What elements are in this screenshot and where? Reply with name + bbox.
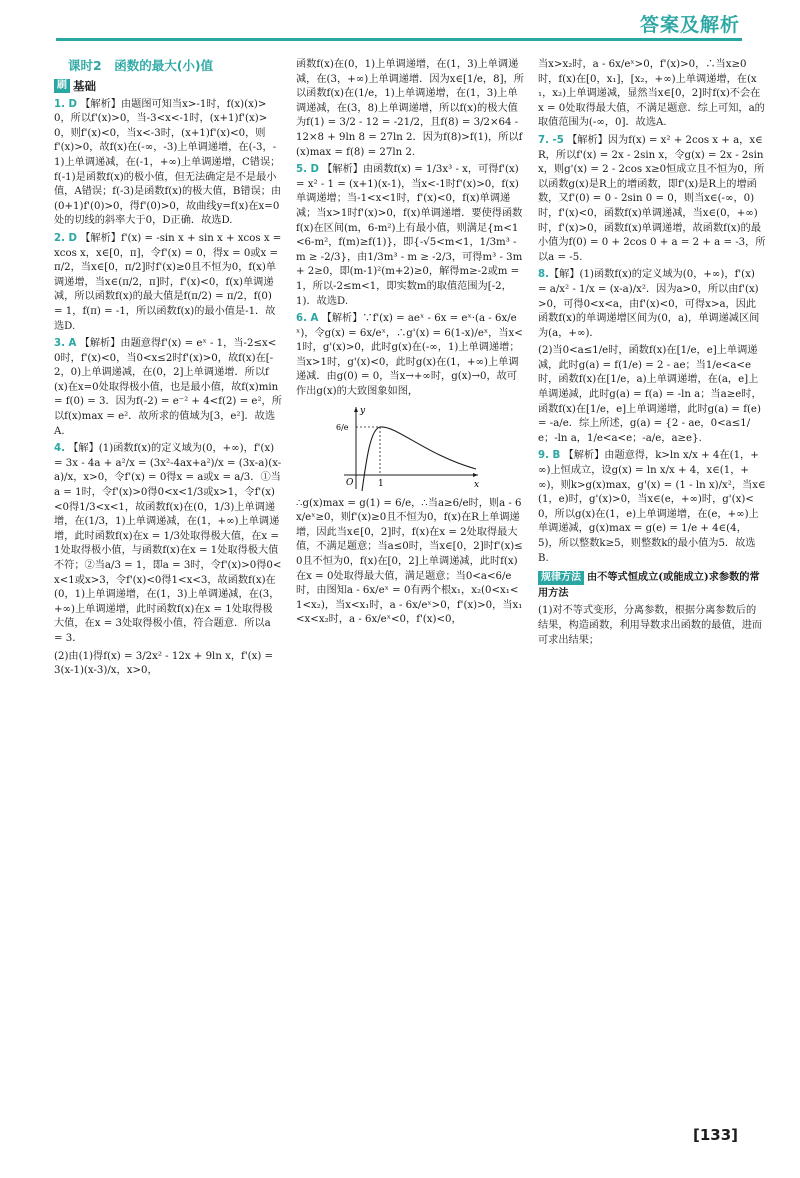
method-box [538, 570, 766, 648]
column-2 [296, 58, 524, 631]
x-axis-arrow-icon [473, 473, 478, 477]
answer-item: 9. B 【解析】由题意得，k>ln x/x + 4在(1，+∞)上恒成立，设g(x) = ln x/x + 4，x∈(1，+∞)，则k>g(x)max，g'(x) = (1 - ln x)/x²，当x∈(1，e)时，g'(x)>0，当x∈(e，+∞)时，g'(x)<0，所以g(x)在(1，e)上单调递增，在(e，+∞)上单调递减，g(x)max = g(e) = 1/e + 4∈(4，5)，所以整数k≥5，则整数k的最小值为5．故选B. [538, 450, 766, 564]
section-tag-icon: 刷 [54, 79, 70, 93]
section-label: 基础 [73, 79, 96, 93]
method-title: 由不等式恒成立(或能成立)求参数的常用方法 [538, 571, 760, 599]
answer-item: 8.【解】(1)函数f(x)的定义域为(0，+∞)，f'(x) = a/x² - 1/x = (x-a)/x²．因为a>0，所以由f'(x)>0，可得0<x<a，由f'(x)<0，可得x>a，因此函数f(x)的单调递增区间为(0，a)，单调递减区间为(a，+∞)． [538, 269, 760, 339]
answer-item: (2)当0<a≤1/e时，函数f(x)在[1/e，e]上单调递减，此时g(a) = f(1/e) = 2 - ae；当1/e<a<e时，函数f(x)在[1/e，a)上单调递增，在(a，e]上单调递减，此时g(a) = f(a) = -ln a；当a≥e时，函数f(x)在[1/e，e]上单调递增，此时g(a) = f(e) = -a/e．综上所述，g(a) = {2 - ae，0<a≤1/e；-ln a，1/e<a<e；-a/e，a≥e}. [538, 345, 762, 444]
answer-item: 5. D 【解析】由函数f(x) = 1/3x³ - x，可得f'(x) = x² - 1 = (x+1)(x-1)，当x<-1时f'(x)>0，f(x)单调递增；当-1<x<1时，f'(x)<0，f(x)单调递减；当x>1时f'(x)>0，f(x)单调递增．要使得函数f(x)在区间(m，6-m²)上有最小值，则满足{m<1<6-m²，f(m)≥f(1)}，即{-√5<m<1，1/3m³ - m ≥ -2/3}，由1/3m³ - m ≥ -2/3，可得m³ - 3m + 2≥0，即(m-1)²(m+2)≥0，解得m≥-2或m = 1，所以-2≤m<1，即实数m的取值范围为[-2，1)．故选D. [296, 164, 523, 307]
page-number: [133] [692, 1126, 738, 1144]
x-tick-label: 1 [378, 478, 384, 489]
origin-label: O [346, 477, 354, 488]
column-1 [54, 58, 282, 682]
method-body: (1)对不等式变形，分离参数，根据分离参数后的结果，构造函数，利用导数求出函数的最值，进而可求出结果； [538, 605, 763, 646]
answer-item: ∴g(x)max = g(1) = 6/e，∴当a≥6/e时，则a - 6x/eˣ≥0，则f'(x)≥0且不恒为0，f(x)在R上单调递增，因此当x∈[0，2]时，f(x)在x = 2处取得最大值，不满足题意；当a≤0时，当x∈[0，2]时f'(x)≤0且不恒为0，f(x)在[0，2]上单调递减，此时f(x)在x = 0处取得最大值，满足题意；当0<a<6/e时，由图知a - 6x/eˣ = 0有两个根x₁，x₂(0<x₁<1<x₂)，当x<x₁时，a - 6x/eˣ>0，f'(x)>0，当x₁<x<x₂时，a - 6x/eˣ<0，f'(x)<0， [296, 497, 523, 626]
answer-item: 1. D 【解析】由题图可知当x>-1时，f(x)(x)>0，所以f'(x)>0，当-3<x<-1时，(x+1)f'(x)>0，则f'(x)<0，当x<-3时，(x+1)f'(x)<0，则f'(x)>0，故f(x)在(-∞，-3)上单调递增，在(-3，-1)上单调递减，在(-1，+∞)上单调递增，C错误；f(-1)是函数f(x)的极小值，但无法确定是不是最小值，A错误；f(-3)是函数f(x)的极大值，B错误；由(0+1)f'(0)>0，得f'(0)>0，故曲线y=f(x)在x=0处的切线的斜率大于0，D正确．故选D. [54, 98, 282, 227]
header-title: 答案及解析 [639, 14, 740, 36]
method-tag: 规律方法 [538, 571, 584, 585]
y-tick-label: 6/e [336, 422, 349, 432]
y-axis-label: y [360, 405, 366, 416]
answer-item: 7. -5 【解析】因为f(x) = x² + 2cos x + a，x∈R，所以f'(x) = 2x - 2sin x，令g(x) = 2x - 2sin x，则g'(x) = 2 - 2cos x≥0恒成立且不恒为0，所以函数g(x)是R上的增函数，即f'(x)是R上的增函数，又f'(0) = 0 - 2sin 0 = 0，则当x∈(-∞，0)时，f'(x)<0，函数f(x)单调递减，当x∈(0，+∞)时，f'(x)>0，函数f(x)单调递增，故函数f(x)的最小值为f(0) = 0 + 2cos 0 + a = 2 + a = -3，所以a = -5. [538, 134, 766, 263]
section-tag [54, 79, 282, 94]
answer-item: 6. A 【解析】∵f'(x) = aeˣ - 6x = eˣ·(a - 6x/eˣ)，令g(x) = 6x/eˣ，∴g'(x) = 6(1-x)/eˣ，当x<1时，g'(x)>0，此时g(x)在(-∞，1)上单调递增；当x>1时，g'(x)<0，此时g(x)在(1，+∞)上单调递减．由g(0) = 0，当x→+∞时，g(x)→0，故可作出g(x)的大致图象如图， [296, 313, 523, 398]
y-axis-arrow-icon [354, 407, 358, 412]
answer-item: 2. D 【解析】f'(x) = -sin x + sin x + xcos x = xcos x，x∈[0，π]，令f'(x) = 0，得x = 0或x = π/2，当x∈[0，π/2]时f'(x)≥0且不恒为0，f(x)单调递增，当x∈(π/2，π]时，f'(x)<0，f(x)单调递减，所以函数f(x)的最大值是f(π/2) = π/2，f(0) = 1，f(π) = -1，所以函数f(x)的最小值是-1．故选D. [54, 232, 282, 332]
column-3 [538, 58, 766, 651]
g-function-graph [336, 403, 486, 493]
answer-item: 函数f(x)在(0，1)上单调递增，在(1，3)上单调递减，在(3，+∞)上单调递增．因为x∈[1/e，8]，所以函数f(x)在(1/e，1)上单调递增，在(1，3)上单调递减，在(3，8)上单调递增，所以f(x)的极大值为f(1) = 3/2 - 12 = -21/2，且f(8) = 3/2×64 - 12×8 + 9ln 8 = 27ln 2．因为f(8)>f(1)，所以f(x)max = f(8) = 27ln 2. [296, 59, 524, 158]
answer-item: 当x>x₂时，a - 6x/eˣ>0，f'(x)>0，∴当x≥0时，f(x)在[0，x₁]，[x₂，+∞)上单调递增，在(x₁，x₂)上单调递减，显然当x∈[0，2]时f(x)不会在x = 0处取得最大值，不满足题意．综上可知，a的取值范围为(-∞，0]．故选A. [538, 59, 765, 129]
header-divider [56, 38, 742, 41]
x-axis-label: x [474, 479, 480, 490]
answer-item: 4. 【解】(1)函数f(x)的定义域为(0，+∞)，f'(x) = 3x - 4a + a²/x = (3x²-4ax+a²)/x = (3x-a)(x-a)/x，x>0，令f'(x) = 0得x = a或x = a/3．①当a = 1时，令f'(x)>0得0<x<1/3或x>1，令f'(x)<0得1/3<x<1，故函数f(x)在(0，1/3)上单调递增，在(1/3，1)上单调递减，在(1，+∞)上单调递增，此时函数f(x)在x = 1/3处取得极大值，在x = 1处取得极小值，与函数f(x)在x = 1处取得极大值不符；②当a/3 = 1，即a = 3时，令f'(x)>0得0<x<1或x>3，令f'(x)<0得1<x<3，故函数f(x)在(0，1)上单调递增，在(1，3)上单调递减，在(3，+∞)上单调递增，此时函数f(x)在x = 1处取得极大值，在x = 3处取得极小值，符合题意．所以a = 3． [54, 443, 282, 644]
answer-item: 3. A 【解析】由题意得f'(x) = eˣ - 1，当-2≤x<0时，f'(x)<0，当0<x≤2时f'(x)>0，故f(x)在[-2，0)上单调递减，在(0，2]上单调递增．所以f(x)在x=0处取得极小值，也是最小值，故f(x)min = f(0) = 3．因为f(-2) = e⁻² + 4<f(2) = e²，所以f(x)max = e²．故所求的值域为[3，e²]．故选A. [54, 338, 282, 437]
lesson-title: 课时2 函数的最大(小)值 [68, 58, 214, 73]
answer-item: (2)由(1)得f(x) = 3/2x² - 12x + 9ln x，f'(x) = 3(x-1)(x-3)/x，x>0， [54, 650, 274, 677]
